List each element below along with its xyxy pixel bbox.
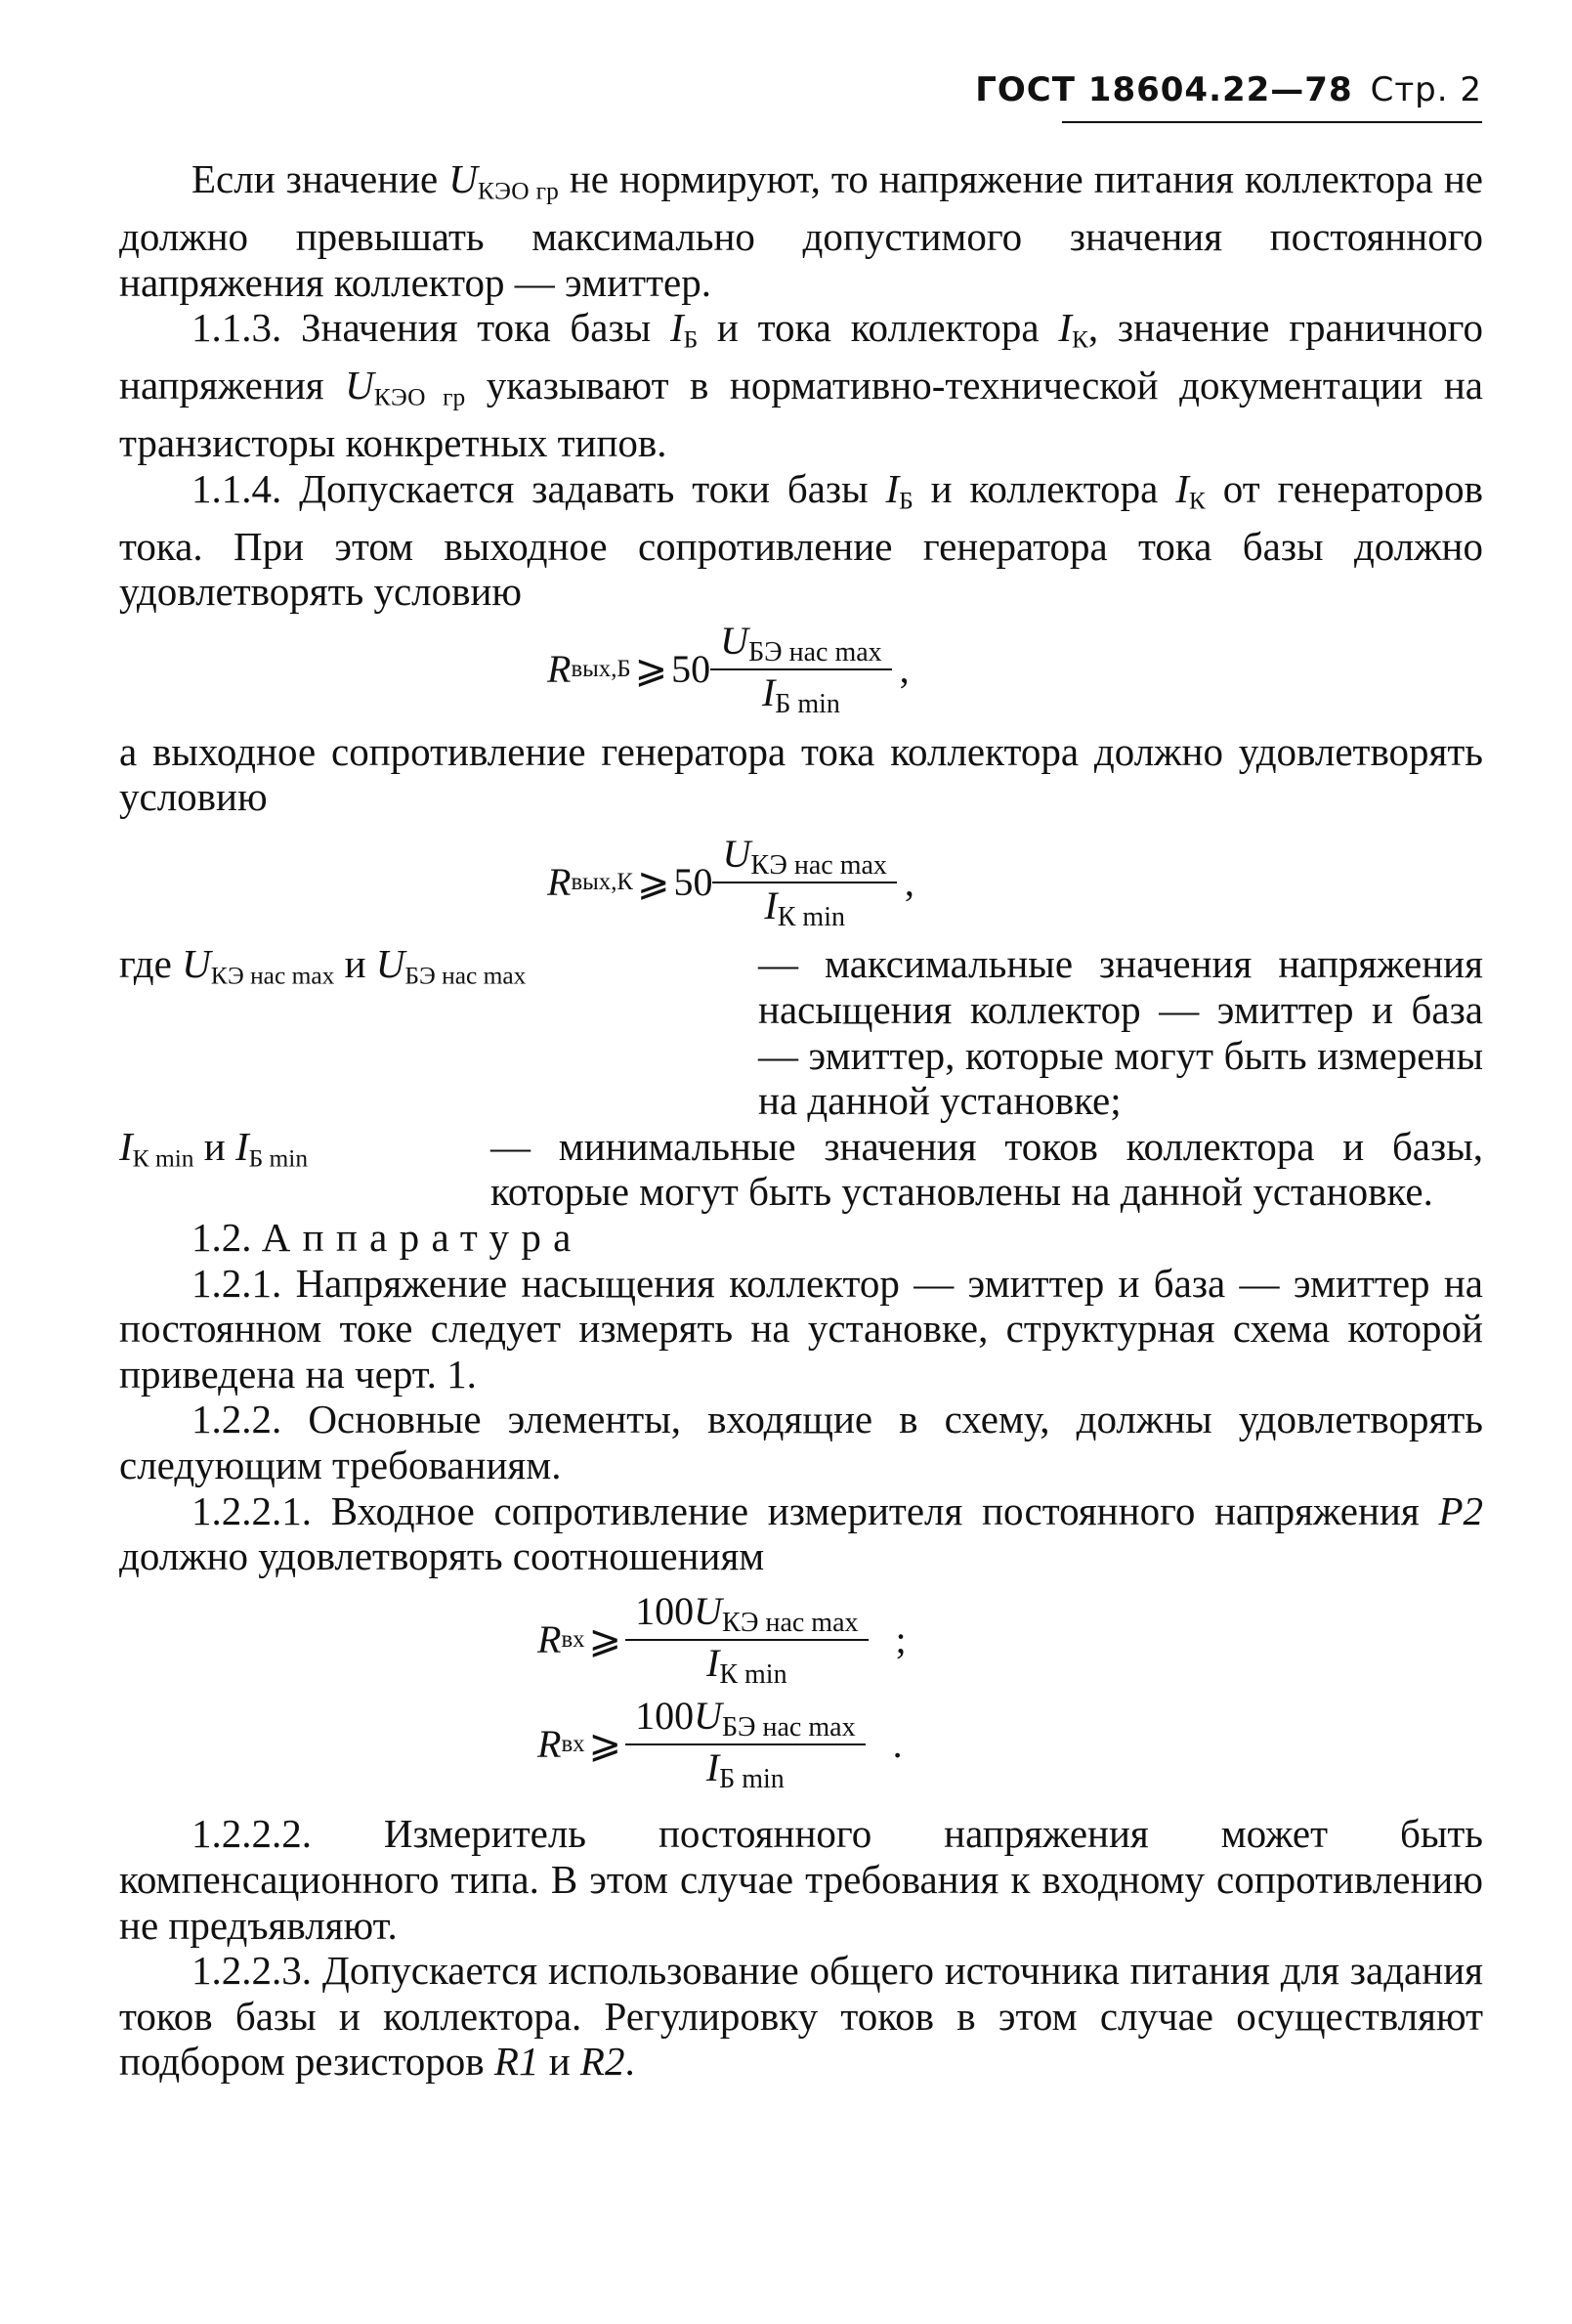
text: не нормируют, то напряжение питания коллектора не должно превышать максимально допустимого значения постоянного напряжения коллектор — эмиттер. <box>119 156 1483 305</box>
formula-lhs-subscript: вх <box>561 1625 585 1653</box>
definition-description: — минимальные значения токов коллектора и базы, которые могут быть установлены на данной установке. <box>490 1123 1483 1215</box>
text: Если значение <box>191 156 449 201</box>
symbol-subscript: Б min <box>248 1144 309 1173</box>
text: должно удовлетворять соотношениям <box>119 1533 765 1579</box>
text: , значение граничного напряжения <box>119 305 1483 409</box>
formula-lhs: R <box>537 1616 562 1661</box>
symbol-subscript: БЭ нас max <box>404 962 527 990</box>
text: 1.2.2.1. Входное сопротивление измерителя постоянного напряжения <box>191 1487 1439 1533</box>
section-number: 1.2. <box>191 1215 262 1261</box>
fraction-numerator <box>712 831 896 883</box>
formula-coefficient: 50 <box>673 859 713 904</box>
fraction-denominator <box>706 1641 787 1689</box>
formula-lhs-subscript: вых,Б <box>571 655 631 682</box>
paragraph-1-2-1: 1.2.1. Напряжение насыщения коллектор — эмиттер и база — эмиттер на постоянном токе следует измерять на установке, структурная схема которой приведена на черт. 1. <box>119 1260 1483 1397</box>
formula-lhs: R <box>547 646 572 691</box>
symbol-subscript: КЭ нас max <box>750 849 887 881</box>
formula-rout-base <box>119 618 1483 720</box>
paragraph-1-2-2: 1.2.2. Основные элементы, входящие в схему, должны удовлетворять следующим требованиям. <box>119 1397 1483 1487</box>
text: 1.1.3. Значения тока базы <box>191 305 670 351</box>
symbol-i: I <box>764 883 778 928</box>
definition-term <box>119 941 758 1123</box>
fraction-denominator <box>706 1745 785 1793</box>
paragraph-1-2-2-3 <box>119 1948 1483 2085</box>
formula-lhs: R <box>547 859 572 904</box>
symbol-subscript: КЭО гр <box>477 177 559 205</box>
definition-i-min <box>119 1124 1483 1215</box>
paragraph-1-1-3 <box>119 305 1483 465</box>
symbol-r2: R2 <box>579 2039 625 2085</box>
symbol-p2: P2 <box>1438 1487 1483 1533</box>
formula-relation: ⩾ <box>636 859 670 904</box>
text: от генераторов тока. При этом выходное сопротивление генератора тока базы должно удовлетворять условию <box>119 465 1483 615</box>
formula-coefficient: 100 <box>635 1693 695 1738</box>
paragraph-1-2-2-2: 1.2.2.2. Измеритель постоянного напряжения может быть компенсационного типа. В этом случае требования к входному сопротивлению не предъявляют. <box>119 1811 1483 1948</box>
symbol-subscript: К <box>1188 486 1206 514</box>
text: и <box>334 941 376 987</box>
symbol-u: U <box>375 941 405 987</box>
text: . <box>624 2039 635 2085</box>
symbol-i: I <box>706 1641 720 1686</box>
symbol-i: I <box>119 1123 133 1169</box>
formula-punctuation: , <box>899 646 910 691</box>
symbol-subscript: Б <box>683 325 699 354</box>
symbol-subscript: КЭО гр <box>373 383 466 411</box>
fraction-numerator <box>710 618 892 670</box>
formula-rout-collector <box>119 831 1483 933</box>
symbol-subscript: К min <box>132 1144 194 1173</box>
section-title: Аппаратура <box>261 1215 583 1261</box>
paragraph-1-2-2-1 <box>119 1488 1483 1579</box>
definition-term <box>119 1124 490 1215</box>
formula-lhs-subscript: вх <box>561 1730 585 1757</box>
text: 1.1.4. Допускается задавать токи базы <box>191 465 886 511</box>
formula-relation: ⩾ <box>588 1616 622 1661</box>
symbol-subscript: К min <box>719 1659 787 1691</box>
fraction-denominator <box>762 670 840 718</box>
document-body <box>119 156 1483 2085</box>
fraction-numerator <box>625 1588 868 1641</box>
symbol-u: U <box>345 363 374 409</box>
paragraph-1-1-4 <box>119 466 1483 615</box>
text: и <box>193 1123 235 1169</box>
formula-fraction <box>625 1588 868 1691</box>
fraction-numerator <box>625 1693 866 1745</box>
formula-relation: ⩾ <box>588 1721 622 1766</box>
page-header <box>975 70 1482 109</box>
formula-punctuation: . <box>892 1721 903 1766</box>
paragraph-rout-collector: а выходное сопротивление генератора тока коллектора должно удовлетворять условию <box>119 728 1483 820</box>
symbol-u: U <box>720 618 749 663</box>
formula-fraction <box>625 1693 866 1794</box>
page-number: Стр. 2 <box>1370 70 1482 109</box>
symbol-u: U <box>694 1588 722 1633</box>
formula-lhs: R <box>537 1721 562 1766</box>
symbol-subscript: КЭ нас max <box>210 962 335 990</box>
formula-lhs-subscript: вых,К <box>571 868 633 895</box>
symbol-u: U <box>182 941 211 987</box>
symbol-u: U <box>448 156 478 201</box>
text: указывают в нормативно-технической документации на транзисторы конкретных типов. <box>119 363 1484 465</box>
gost-designation: ГОСТ 18604.22—78 <box>975 70 1353 109</box>
formula-coefficient: 100 <box>635 1588 695 1633</box>
symbol-subscript: КЭ нас max <box>721 1607 859 1638</box>
symbol-i: I <box>669 305 684 351</box>
formula-punctuation: , <box>904 859 914 904</box>
text: и коллектора <box>913 465 1176 511</box>
text: где <box>119 941 183 987</box>
symbol-u: U <box>694 1693 722 1738</box>
paragraph-uceo <box>119 156 1483 305</box>
header-rule <box>1062 121 1482 123</box>
text: и <box>538 2039 580 2085</box>
formula-punctuation: ; <box>895 1616 907 1661</box>
section-heading-1-2 <box>119 1215 1483 1261</box>
text: и тока коллектора <box>698 305 1059 351</box>
formula-rin-collector <box>119 1588 1483 1691</box>
symbol-i: I <box>761 670 776 715</box>
definition-description: — максимальные значения напряжения насыщения коллектор — эмиттер и база — эмиттер, которые могут быть измерены на данной установке; <box>758 941 1483 1124</box>
definition-u-saturation <box>119 941 1483 1123</box>
symbol-subscript: К <box>1071 325 1088 354</box>
formula-fraction <box>710 618 892 720</box>
symbol-subscript: БЭ нас max <box>748 636 882 667</box>
text: 1.2.2.3. Допускается использование общего источника питания для задания токов базы и коллектора. Регулировку токов в этом случае осуществляют подбором резисторов <box>119 1948 1483 2085</box>
formula-fraction <box>712 831 896 933</box>
formula-relation: ⩾ <box>634 646 668 691</box>
symbol-subscript: К min <box>777 902 845 933</box>
symbol-r1: R1 <box>493 2039 539 2085</box>
symbol-i: I <box>705 1744 720 1789</box>
symbol-i: I <box>234 1123 249 1169</box>
symbol-i: I <box>885 465 900 511</box>
symbol-i: I <box>1058 305 1072 351</box>
fraction-denominator <box>764 883 845 931</box>
symbol-i: I <box>1175 465 1189 511</box>
symbol-subscript: Б min <box>775 689 840 720</box>
symbol-subscript: БЭ нас max <box>721 1711 856 1743</box>
symbol-subscript: Б <box>899 486 913 514</box>
symbol-subscript: Б min <box>719 1763 785 1794</box>
formula-coefficient: 50 <box>671 646 711 691</box>
symbol-u: U <box>722 831 751 876</box>
formula-rin-base <box>119 1693 1483 1794</box>
